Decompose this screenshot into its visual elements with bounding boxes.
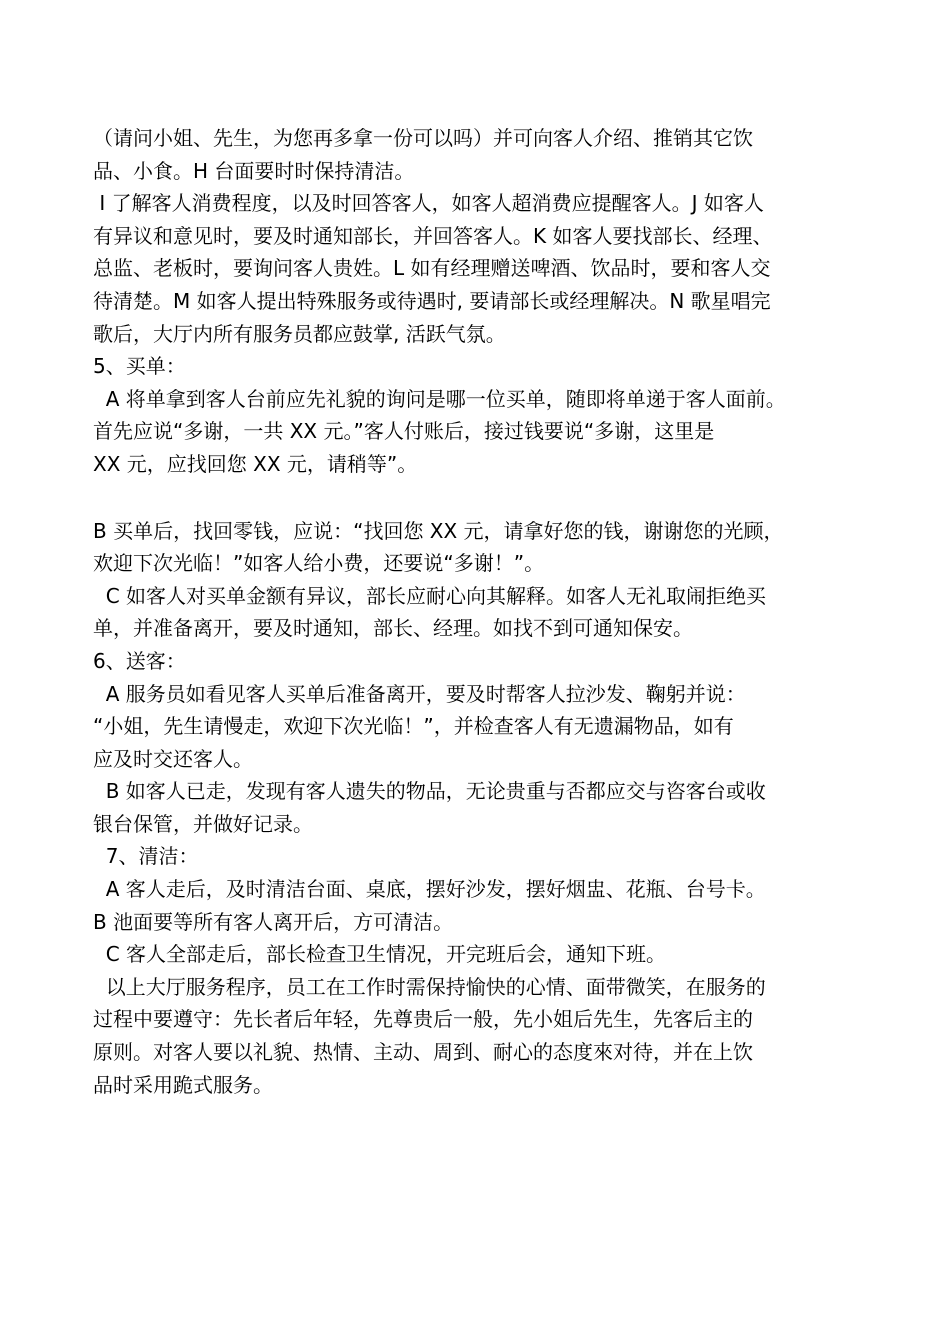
text-line: C 客人全部走后，部长检查卫生情况，开完班后会，通知下班。 [93,942,667,967]
text-line: “小姐，先生请慢走，欢迎下次光临！”，并检查客人有无遗漏物品，如有 [93,714,734,739]
text-line: （请问小姐、先生，为您再多拿一份可以吗）并可向客人介绍、推销其它饮 [93,126,753,150]
text-line: A 客人走后，及时清洁台面、桌底，摆好沙发，摆好烟盅、花瓶、台号卡。 [93,877,766,902]
text-line: 过程中要遵守：先长者后年轻，先尊贵后一般，先小姐后先生，先客后主的 [93,1007,753,1032]
text-line: 单，并准备离开，要及时通知，部长、经理。如找不到可通知保安。 [93,616,693,641]
text-line: 待清楚。M 如客人提出特殊服务或待遇时, 要请部长或经理解决。N 歌星唱完 [93,288,771,313]
text-line: 原则。对客人要以礼貌、热情、主动、周到、耐心的态度來对待，并在上饮 [93,1040,753,1065]
text-line: C 如客人对买单金额有异议，部长应耐心向其解释。如客人无礼取闹拒绝买 [93,583,767,608]
section-heading: 6、送客： [93,648,186,673]
text-line: 总监、老板时，要询问客人贵姓。L 如有经理赠送啤酒、饮品时，要和客人交 [93,256,771,281]
text-line: 有异议和意见时，要及时通知部长，并回答客人。K 如客人要找部长、经理、 [93,223,773,248]
text-line: 歌后，大厅内所有服务员都应鼓掌, 活跃气氛。 [93,321,506,346]
text-line: 以上大厅服务程序，员工在工作时需保持愉快的心情、面带微笑，在服务的 [93,974,766,999]
text-line: B 如客人已走，发现有客人遗失的物品，无论贵重与否都应交与咨客台或收 [93,779,766,804]
text-line: I 了解客人消费程度，以及时回答客人，如客人超消费应提醒客人。J 如客人 [93,191,764,216]
text-line: 品、小食。H 台面要时时保持清洁。 [93,158,415,183]
section-heading: 5、买单： [93,354,186,379]
text-line: 应及时交还客人。 [93,746,253,771]
text-line: A 将单拿到客人台前应先礼貌的询问是哪一位买单，随即将单递于客人面前。 [93,386,786,411]
text-line: 首先应说“多谢，一共 XX 元。”客人付账后，接过钱要说“多谢，这里是 [93,419,715,444]
text-line: 银台保管，并做好记录。 [93,811,313,836]
document-body [93,122,893,1101]
text-line: B 池面要等所有客人离开后，方可清洁。 [93,909,454,934]
text-line: 欢迎下次光临！”如客人给小费，还要说“多谢！”。 [93,551,545,576]
text-line: A 服务员如看见客人买单后准备离开，要及时帮客人拉沙发、鞠躬并说： [93,681,746,706]
text-line: XX 元，应找回您 XX 元，请稍等”。 [93,451,418,476]
text-line: B 买单后，找回零钱，应说：“找回您 XX 元，请拿好您的钱，谢谢您的光顾， [93,518,784,543]
blank-line [93,481,893,515]
text-line: 品时采用跪式服务。 [93,1072,273,1097]
section-heading: 7、清洁： [93,844,199,869]
